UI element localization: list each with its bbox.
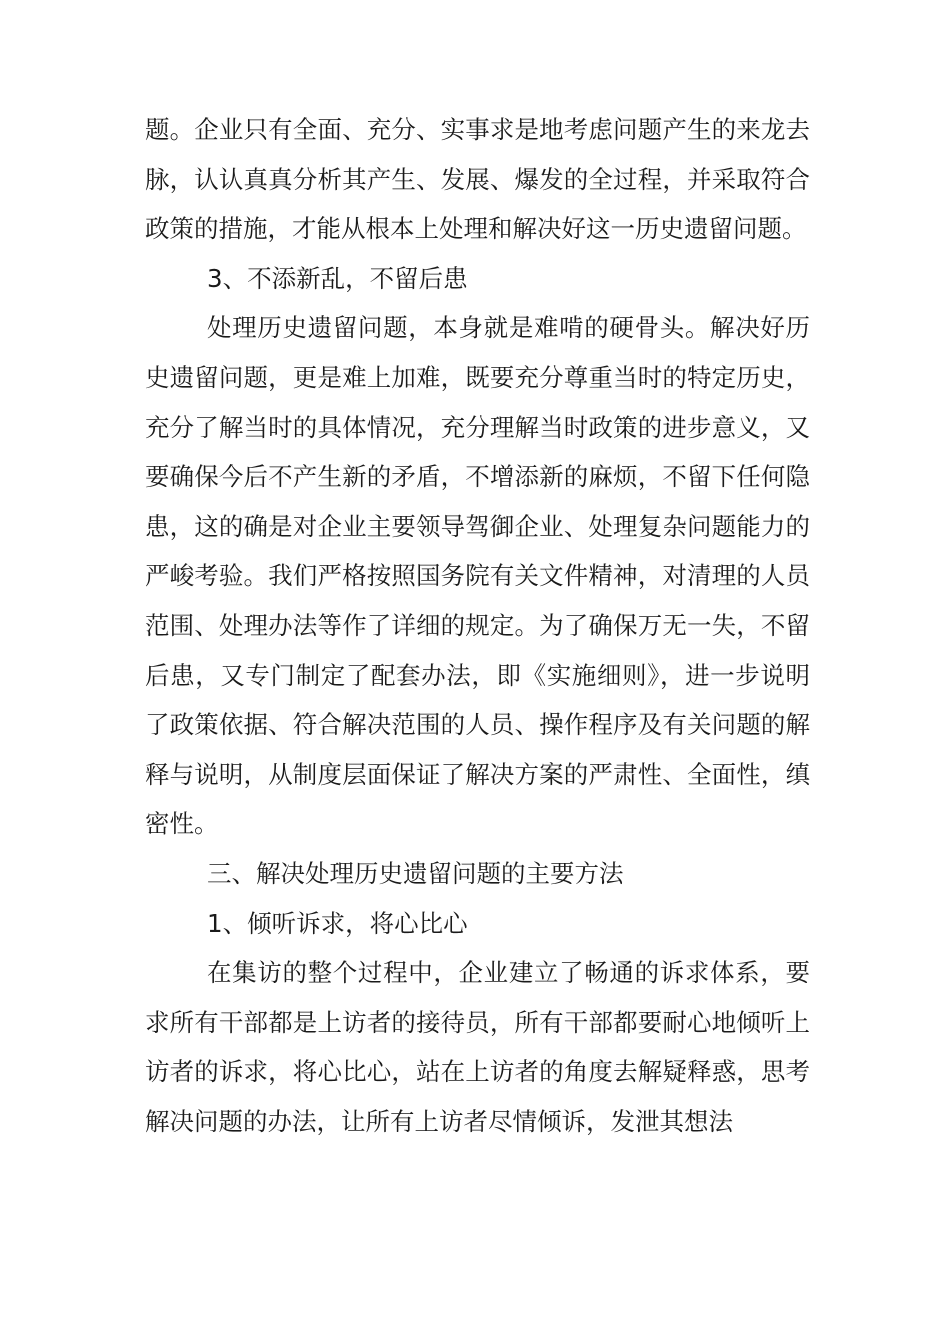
chapter-heading-3: 三、解决处理历史遗留问题的主要方法 [207,858,624,888]
body-paragraph-1: 题。企业只有全面、充分、实事求是地考虑问题产生的来龙去脉，认认真真分析其产生、发展、爆发的全过程，并采取符合政策的措施，才能从根本上处理和解决好这一历史遗留问题。 [145,115,810,244]
section-heading-3: 3、不添新乱，不留后患 [207,263,468,293]
document-body [145,105,810,1146]
body-paragraph-3: 在集访的整个过程中，企业建立了畅通的诉求体系，要求所有干部都是上访者的接待员，所有干部都要耐心地倾听上访者的诉求，将心比心，站在上访者的角度去解疑释惑，思考解决问题的办法，让所有上访者尽情倾诉，发泄其想法 [145,958,810,1136]
section-heading-1: 1、倾听诉求，将心比心 [207,908,468,938]
body-paragraph-2: 处理历史遗留问题，本身就是难啃的硬骨头。解决好历史遗留问题，更是难上加难，既要充分尊重当时的特定历史，充分了解当时的具体情况，充分理解当时政策的进步意义，又要确保今后不产生新的矛盾，不增添新的麻烦，不留下任何隐患，这的确是对企业主要领导驾御企业、处理复杂问题能力的严峻考验。我们严格按照国务院有关文件精神，对清理的人员范围、处理办法等作了详细的规定。为了确保万无一失，不留后患，又专门制定了配套办法，即《实施细则》，进一步说明了政策依据、符合解决范围的人员、操作程序及有关问题的解释与说明，从制度层面保证了解决方案的严肃性、全面性，缜密性。 [145,313,810,839]
